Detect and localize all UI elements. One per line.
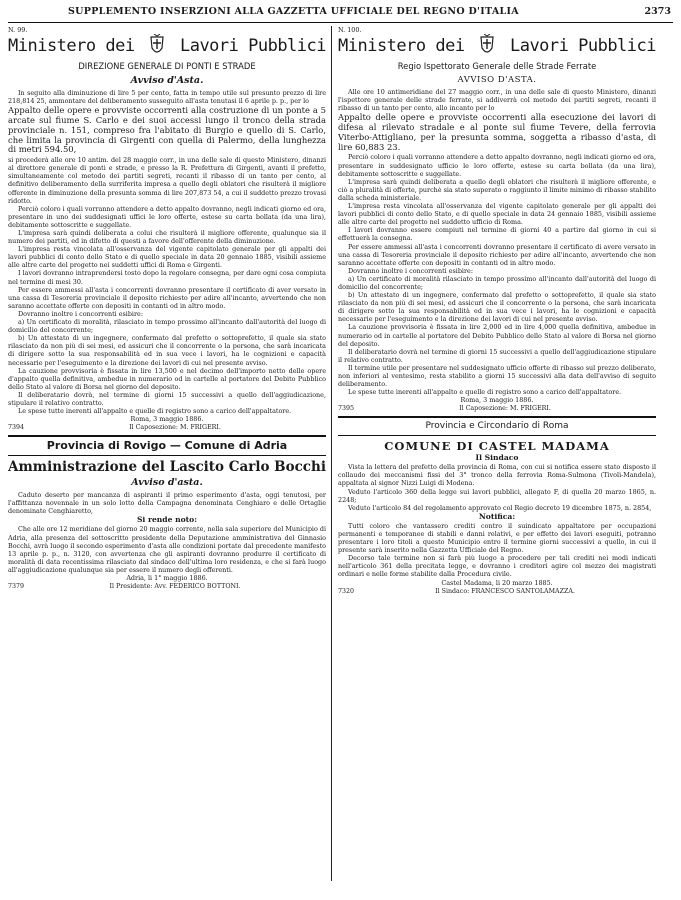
running-header <box>8 6 673 23</box>
notice-code: 7394 <box>8 424 25 432</box>
administration-heading: Amministrazione del Lascito Carlo Bocchi <box>8 459 326 476</box>
paragraph: Decorso tale termine non si farà più luogo a procedere per tali crediti nei modi indicati nell'articolo 361 della precitata legge, e dovranno i creditori agire col mezzo dei magistrati ordinari e nelle forme stabilite dalla Procedura civile. <box>338 554 656 579</box>
notice-title: AVVISO D'ASTA. <box>457 75 537 85</box>
paragraph: Per essere ammessi all'asta i concorrenti dovranno presentare il certificato di avere versato in una cassa di Tesoreria provinciale il deposito richiesto per adire all'incanto, avvertendo che non saranno accettate offerte con depositi in contanti od in altro modo. <box>338 242 656 267</box>
column-divider <box>331 26 332 881</box>
notifica-heading: Notifica: <box>478 511 516 521</box>
comune-heading: COMUNE DI CASTEL MADAMA <box>384 439 610 454</box>
left-column <box>8 26 326 886</box>
division-name: Regio Ispettorato Generale delle Strade Ferrate <box>397 61 597 71</box>
paragraph: L'impresa resta vincolata all'osservanza del vigente capitolato generale per gli appalti dei lavori pubblici di conto dello Stato, e di quello speciale in data 24 gennaio 1885, visibili assieme alle altre carte del progetto nel suddetto ufficio di Roma. <box>338 202 656 227</box>
signature: Il Presidente: Avv. FEDERICO BOTTONI. <box>109 583 241 591</box>
paragraph: Veduto l'articolo 84 del regolamento approvato col Regio decreto 19 dicembre 1875, n. 2854, <box>348 503 652 512</box>
paragraph: Alle ore 10 antimeridiane del 27 maggio corr., in una delle sale di questo Ministero, dinanzi l'ispettore generale delle strade ferrate, si addiverrà col metodo dei partiti segreti, recanti il ribasso di un tanto per cento, allo incanto per lo <box>338 88 656 113</box>
announce-heading: Si rende noto: <box>136 515 198 525</box>
paragraph: Il deliberatario dovrà nel termine di giorni 15 successivi a quello dell'aggiudicazione stipulare il relativo contratto. <box>338 347 656 364</box>
notice-date: Castel Madama, li 20 marzo 1885. <box>441 578 553 587</box>
running-title: SUPPLEMENTO INSERZIONI ALLA GAZZETTA UFFICIALE DEL REGNO D'ITALIA <box>68 6 519 17</box>
gazette-page <box>8 6 673 886</box>
ministry-name-a: Ministero dei <box>8 36 135 56</box>
paragraph: Le spese tutte inerenti all'appalto e quelle di registro sono a carico dell'appaltatore. <box>348 388 622 397</box>
paragraph: In seguito alla diminuzione di lire 5 per cento, fatta in tempo utile sul presunto prezzo di lire 218,814 25, ammontare del deliberamento susseguito all'asta tenutasi il 6 aprile p. p., per lo <box>8 89 326 106</box>
notice-number: N. 100. <box>338 26 362 34</box>
section-rule <box>8 455 326 456</box>
paragraph: Dovranno inoltre i concorrenti esibire: <box>18 309 143 318</box>
paragraph: b) Un attestato di un ingegnere, confermato dal prefetto o sottoprefetto, il quale sia stato rilasciato da non più di sei mesi, ed assicuri che il concorrente o la persona, che sarà incaricata di dirigere sotto la sua responsabilità ed in sua vece i lavori, ha le cognizioni e capacità necessarie per l'eseguimento e la direzione dei lavori di cui nel presente avviso. <box>8 334 326 367</box>
notice-title: Avviso d'Asta. <box>130 75 204 86</box>
ministry-heading <box>338 34 656 58</box>
ministry-name-b: Lavori Pubblici <box>509 36 656 56</box>
paragraph: a) Un certificato di moralità rilasciato in tempo prossimo all'incanto dall'autorità del luogo di domicilio del concorrente; <box>338 274 656 291</box>
paragraph: si procederà alle ore 10 antim. del 28 maggio corr., in una delle sale di questo Ministero, dinanzi al direttore generale di ponti e strade, e presso la R. Prefettura di Girgenti, avanti il prefetto, simultaneamente col metodo dei partiti segreti, recanti il ribasso di un tanto per cento, al definitivo deliberamento della surriferita impresa a quello degli oblatori che risulterà il migliore offerente in diminuzione della presunta somma di lire 207,873 54, a cui il suddetto prezzo trovasi ridotto. <box>8 156 326 205</box>
paragraph: Veduto l'articolo 360 della legge sui lavori pubblici, allegato F, di quella 20 marzo 1865, n. 2248; <box>338 487 656 504</box>
sindaco-heading: Il Sindaco <box>475 453 519 463</box>
paragraph: L'impresa sarà quindi deliberata a colui che risulterà il migliore offerente, qualunque sia il numero dei partiti, ed in difetto di questi a favore dell'offerente della diminuzione. <box>8 229 326 246</box>
signature: Il Caposezione: M. FRIGERI. <box>459 405 551 413</box>
paragraph: Che alle ore 12 meridiane del giorno 20 maggio corrente, nella sala superiore del Municipio di Adria, alla presenza del sottoscritto presidente della Deputazione amministrativa del Ginnasio Bocchi, avrà luogo il secondo esperimento d'asta alle condizioni portate dal precedente manifesto 13 aprile p. p., n. 3120, con avvertenza che gli aspiranti dovranno produrre il certificato di moralità di data recentissima rilasciato dal sindaco dell'ultima loro residenza, e che si farà luogo all'aggiudicazione qualunque sia per essere il numero degli offerenti. <box>8 525 326 574</box>
ministry-name-b: Lavori Pubblici <box>179 36 326 56</box>
notice-date: Adria, li 1° maggio 1886. <box>126 574 208 583</box>
section-rule <box>338 416 656 418</box>
division-name: DIREZIONE GENERALE DI PONTI E STRADE <box>78 61 256 71</box>
paragraph: L'impresa resta vincolata all'osservanza del vigente capitolato generale per gli appalti dei lavori pubblici di conto dello Stato e di quello speciale in data 20 gennaio 1885, visibili assieme alle altre carte del progetto nei suddetti uffici di Roma e Girgenti. <box>8 245 326 270</box>
paragraph: Le spese tutte inerenti all'appalto e quelle di registro sono a carico dell'appaltatore. <box>18 407 292 416</box>
section-rule <box>338 435 656 436</box>
paragraph: Perciò coloro i quali vorranno attendere a detto appalto dovranno, negli indicati giorno ed ora, presentare in suddesignato ufficio le loro offerte, estese su carta bollata (da una lira), debitamente sottoscritte e suggellate. <box>338 153 656 178</box>
signature: Il Sindaco: FRANCESCO SANTOLAMAZZA. <box>435 587 575 595</box>
columns <box>8 26 673 886</box>
page-number: 2373 <box>644 6 671 17</box>
ministry-heading <box>8 34 326 58</box>
paragraph: Il termine utile per presentare nel suddesignato ufficio offerte di ribasso sul prezzo deliberato, non inferiori al ventesimo, resta stabilito a giorni 15 successivi alla data dell'avviso di seguito deliberamento. <box>338 363 656 389</box>
signature-line <box>8 583 326 591</box>
paragraph: a) Un certificato di moralità, rilasciato in tempo prossimo all'incanto dall'autorità del luogo di domicilio del concorrente; <box>8 318 326 335</box>
paragraph: Il deliberatario dovrà, nel termine di giorni 15 successivi a quello dell'aggiudicazione, stipulare il relativo contratto. <box>8 390 326 407</box>
paragraph: Caduto deserto per mancanza di aspiranti il primo esperimento d'asta, oggi tenutosi, per l'affittanza novennale in un solo lotto della Campagna denominata Cenghiaro e delle Ortaglie denominate Cenghiaretto, <box>8 491 326 516</box>
appalto-object: Appalto delle opere e provviste occorrenti alla esecuzione dei lavori di difesa al rilevato stradale e al ponte sul fiume Tevere, della ferrovia Viterbo-Attigliano, per la presunta somma, soggetta a ribasso d'asta, di lire 60,883 23. <box>338 112 656 152</box>
ministry-name-a: Ministero dei <box>338 36 465 56</box>
province-heading: Provincia e Circondario di Roma <box>425 421 569 432</box>
royal-crest-icon <box>476 34 498 58</box>
paragraph: La cauzione provvisoria è fissata in lire 2,000 ed in lire 4,000 quella definitiva, ambedue in numerario od in cartelle al portatore del Debito Pubblico dello Stato al valore di Borsa nel giorno del deposito. <box>338 323 656 348</box>
notice-code: 7379 <box>8 583 25 591</box>
paragraph: b) Un attestato di un ingegnere, confermato dal prefetto o sottoprefetto, il quale sia stato rilasciato da non più di sei mesi, ed assicuri che il concorrente o la persona, che sarà incaricata di dirigere sotto la sua responsabilità ed in sua vece i lavori, ha le cognizioni e capacità necessarie per l'eseguimento e la direzione dei lavori di cui nel presente avviso. <box>338 291 656 324</box>
notice-title: Avviso d'asta. <box>131 477 203 489</box>
paragraph: Perciò coloro i quali vorranno attendere a detto appalto dovranno, negli indicati giorno ed ora, presentare in uno dei suddesignati uffici le loro offerte, estese su carta bollata (da una lira), debitamente sottoscritte e suggellate. <box>8 204 326 229</box>
section-rule <box>8 435 326 437</box>
signature-line <box>338 588 656 596</box>
paragraph: Tutti coloro che vantassero crediti contro il suindicato appaltatore per occupazioni permanenti e temporanee di stabili e danni relativi, e per effetto dei lavori eseguiti, potranno presentare i loro titoli a questo Municipio entro il termine giorni successivi a quello, in cui il presente sarà inserito nella Gazzetta Ufficiale del Regno. <box>338 521 656 555</box>
paragraph: I lavori dovranno intraprendersi tosto dopo la regolare consegna, per dare ogni cosa compiuta nel termine di mesi 30. <box>8 269 326 286</box>
right-column <box>338 26 656 886</box>
paragraph: Dovranno inoltre i concorrenti esibire: <box>348 266 473 275</box>
paragraph: Vista la lettera del prefetto della provincia di Roma, con cui si notifica essere stato disposto il collaudo dei meccanismi fissi del 3° tronco della ferrovia Roma-Sulmona (Tivoli-Mandela), appaltata al signor Nizzi Luigi di Modena. <box>338 463 656 488</box>
notice-date: Roma, 3 maggio 1886. <box>130 415 204 424</box>
royal-crest-icon <box>146 34 168 58</box>
appalto-object: Appalto delle opere e provviste occorrenti alla costruzione di un ponte a 5 arcate sul fiume S. Carlo e dei suoi accessi lungo il tronco della strada provinciale n. 151, compreso fra l'abitato di Burgio e quello di S. Carlo, che limita la provincia di Girgenti con quella di Palermo, della lunghezza di metri 594.50, <box>8 105 326 155</box>
notice-date: Roma, 3 maggio 1886. <box>460 396 534 405</box>
paragraph: Per essere ammessi all'asta i concorrenti dovranno presentare il certificato di aver versato in una cassa di Tesoreria provinciale il deposito richiesto per adire all'incanto, avvertendo che non saranno accettate offerte con depositi in contanti od in altro modo. <box>8 285 326 310</box>
notice-code: 7395 <box>338 405 355 413</box>
province-heading: Provincia di Rovigo — Comune di Adria <box>46 439 288 453</box>
paragraph: L'impresa sarà quindi deliberata a quello degli oblatori che risulterà il migliore offerente, e ciò a pluralità di offerte, purchè sia stato superato o raggiunto il limite minimo di ribasso stabilito dalla scheda ministeriale. <box>338 177 656 202</box>
paragraph: La cauzione provvisoria è fissata in lire 13,500 e nel decimo dell'importo netto delle opere d'appalto quella definitiva, ambedue in numerario od in cartelle al portatore del Debito Pubblico dello Stato al valore di Borsa nel giorno del deposito. <box>8 366 326 391</box>
paragraph: I lavori dovranno essere compiuti nel termine di giorni 40 a partire dal giorno in cui si effettuerà la consegna. <box>338 226 656 243</box>
signature-line <box>8 424 326 432</box>
notice-number: N. 99. <box>8 26 28 34</box>
signature: Il Caposezione: M. FRIGERI. <box>129 424 221 432</box>
signature-line <box>338 405 656 413</box>
notice-code: 7320 <box>338 587 355 595</box>
